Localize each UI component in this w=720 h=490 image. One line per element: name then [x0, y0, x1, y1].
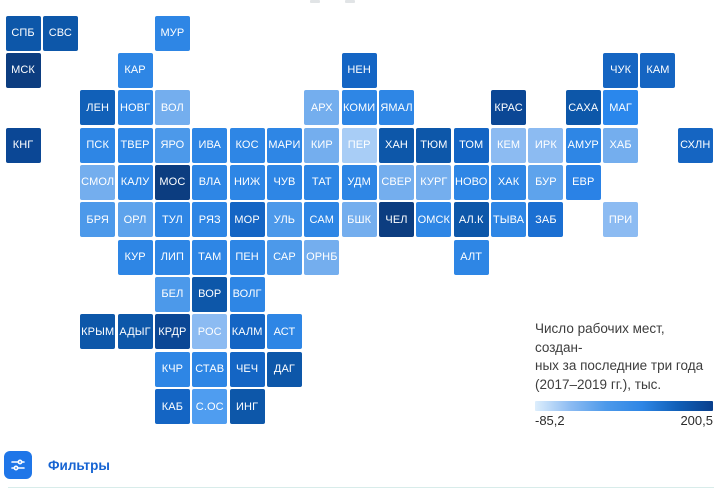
map-tile-label: ПСК	[86, 139, 109, 152]
map-tile-label: ИВА	[198, 139, 221, 152]
map-tile-РЯЗ[interactable]	[192, 202, 227, 237]
map-tile-label: ХАН	[385, 139, 408, 152]
map-tile-МСК[interactable]	[6, 53, 41, 88]
map-tile-КРАС[interactable]	[491, 90, 526, 125]
map-tile-label: КРЫМ	[81, 325, 115, 338]
map-tile-label: ВЛА	[198, 176, 221, 189]
map-tile-КАБ[interactable]	[155, 389, 190, 424]
map-tile-label: ЗАБ	[535, 213, 557, 226]
map-tile-ВОЛ[interactable]	[155, 90, 190, 125]
map-tile-ЗАБ[interactable]	[528, 202, 563, 237]
map-tile-УЛЬ[interactable]	[267, 202, 302, 237]
map-tile-label: КИР	[310, 139, 333, 152]
map-tile-БРЯ[interactable]	[80, 202, 115, 237]
map-tile-label: НОВО	[454, 176, 488, 189]
map-tile-label: ТЮМ	[420, 139, 448, 152]
map-tile-ЧУВ[interactable]	[267, 165, 302, 200]
map-tile-label: ЕВР	[572, 176, 595, 189]
map-tile-label: САМ	[309, 213, 335, 226]
map-tile-label: МАГ	[609, 101, 632, 114]
map-tile-КУРГ[interactable]	[416, 165, 451, 200]
map-tile-С.ОС[interactable]	[192, 389, 227, 424]
map-tile-label: ПРИ	[608, 213, 633, 226]
map-tile-label: РОС	[197, 325, 222, 338]
filters-control[interactable]	[4, 451, 110, 479]
map-tile-label: ЯМАЛ	[380, 101, 413, 114]
map-tile-ОРНБ[interactable]	[304, 240, 339, 275]
map-tile-ЛЕН[interactable]	[80, 90, 115, 125]
sliders-icon	[10, 457, 26, 473]
map-tile-ВОР[interactable]	[192, 277, 227, 312]
legend-title	[535, 320, 713, 394]
map-tile-КИР[interactable]	[304, 128, 339, 163]
map-tile-СХЛН[interactable]	[678, 128, 713, 163]
map-tile-label: СВЕР	[381, 176, 412, 189]
map-legend	[535, 320, 713, 428]
map-tile-label: КНГ	[12, 139, 34, 152]
map-tile-НОВО[interactable]	[454, 165, 489, 200]
map-tile-label: КАМ	[646, 64, 670, 77]
map-tile-АЛТ[interactable]	[454, 240, 489, 275]
map-tile-КНГ[interactable]	[6, 128, 41, 163]
map-tile-КАМ[interactable]	[640, 53, 675, 88]
legend-title-line: (2017–2019 гг.), тыс.	[535, 376, 662, 392]
map-tile-label: НОВГ	[119, 101, 151, 114]
map-tile-label: СХЛН	[680, 139, 711, 152]
legend-max-label: 200,5	[680, 413, 713, 428]
map-tile-label: СВС	[48, 27, 72, 39]
map-tile-ТВЕР[interactable]	[118, 128, 153, 163]
map-tile-КЧР[interactable]	[155, 352, 190, 387]
map-tile-КРЫМ[interactable]	[80, 314, 115, 349]
map-tile-КУР[interactable]	[118, 240, 153, 275]
map-tile-ПЕН[interactable]	[230, 240, 265, 275]
map-tile-АМУР[interactable]	[566, 128, 601, 163]
map-tile-label: ИРК	[534, 139, 557, 152]
map-tile-label: ЧУВ	[273, 176, 296, 189]
map-tile-label: КАЛМ	[231, 325, 263, 338]
map-tile-label: КЕМ	[496, 139, 521, 152]
map-tile-ЧУК[interactable]	[603, 53, 638, 88]
map-tile-label: КАЛУ	[120, 176, 150, 189]
map-tile-РОС[interactable]	[192, 314, 227, 349]
map-tile-САМ[interactable]	[304, 202, 339, 237]
map-tile-label: РЯЗ	[198, 213, 221, 226]
map-tile-ДАГ[interactable]	[267, 352, 302, 387]
map-tile-КРДР[interactable]	[155, 314, 190, 349]
map-tile-label: САР	[273, 251, 296, 264]
map-tile-label: ЛЕН	[86, 101, 110, 114]
map-tile-ТУЛ[interactable]	[155, 202, 190, 237]
map-tile-label: БЕЛ	[161, 288, 184, 301]
map-tile-label: СПБ	[11, 27, 35, 39]
map-tile-label: МАРИ	[268, 139, 301, 152]
map-tile-ТАТ[interactable]	[304, 165, 339, 200]
map-tile-ТОМ[interactable]	[454, 128, 489, 163]
map-tile-ХАН[interactable]	[379, 128, 414, 163]
map-tile-label: ХАБ	[609, 139, 632, 152]
map-tile-КОС[interactable]	[230, 128, 265, 163]
map-tile-КЕМ[interactable]	[491, 128, 526, 163]
map-tile-label: ЧЕЧ	[235, 363, 259, 376]
map-tile-КАР[interactable]	[118, 53, 153, 88]
map-tile-НОВГ[interactable]	[118, 90, 153, 125]
map-tile-ЯРО[interactable]	[155, 128, 190, 163]
map-tile-label: КАР	[124, 64, 146, 77]
map-tile-ВОЛГ[interactable]	[230, 277, 265, 312]
map-tile-label: ТАТ	[311, 176, 332, 189]
map-tile-КАЛМ[interactable]	[230, 314, 265, 349]
map-tile-label: ПЕР	[347, 139, 371, 152]
map-tile-ТЮМ[interactable]	[416, 128, 451, 163]
map-tile-label: ПЕН	[235, 251, 259, 264]
map-tile-label: БШК	[347, 213, 372, 226]
map-tile-label: УДМ	[347, 176, 371, 189]
map-tile-label: ЯРО	[160, 139, 185, 152]
map-tile-label: С.ОС	[195, 400, 224, 413]
map-tile-label: АМУР	[567, 139, 599, 152]
map-tile-УДМ[interactable]	[342, 165, 377, 200]
map-tile-ИРК[interactable]	[528, 128, 563, 163]
map-tile-label: АСТ	[273, 325, 296, 338]
map-tile-label: КРАС	[494, 101, 523, 114]
map-tile-label: ТВЕР	[120, 139, 150, 152]
map-tile-СВЕР[interactable]	[379, 165, 414, 200]
map-tile-НЕН[interactable]	[342, 53, 377, 88]
legend-labels	[535, 413, 713, 428]
map-tile-label: СТАВ	[195, 363, 225, 376]
map-tile-label: БРЯ	[86, 213, 109, 226]
map-tile-ВЛА[interactable]	[192, 165, 227, 200]
map-tile-АСТ[interactable]	[267, 314, 302, 349]
map-tile-label: ЛИП	[160, 251, 185, 264]
filters-button[interactable]	[4, 451, 32, 479]
map-tile-label: МУР	[160, 27, 185, 39]
map-tile-label: НЕН	[347, 64, 371, 77]
map-tile-label: КАБ	[161, 400, 184, 413]
map-tile-label: ВОЛГ	[232, 288, 262, 301]
map-tile-АЛ.К[interactable]	[454, 202, 489, 237]
map-tile-label: КОС	[235, 139, 259, 152]
legend-min-label: -85,2	[535, 413, 565, 428]
map-tile-ЧЕЛ[interactable]	[379, 202, 414, 237]
map-tile-label: КОМИ	[342, 101, 376, 114]
map-tile-КОМИ[interactable]	[342, 90, 377, 125]
map-tile-МОС[interactable]	[155, 165, 190, 200]
map-tile-label: МСК	[11, 64, 35, 77]
map-tile-КАЛУ[interactable]	[118, 165, 153, 200]
map-tile-label: ОРНБ	[306, 251, 338, 264]
map-tile-БУР[interactable]	[528, 165, 563, 200]
map-tile-ПСК[interactable]	[80, 128, 115, 163]
legend-title-line: ных за последние три года	[535, 358, 704, 373]
map-tile-label: ТЫВА	[492, 213, 525, 226]
map-tile-САР[interactable]	[267, 240, 302, 275]
map-tile-label: АЛ.К	[458, 213, 484, 226]
map-tile-ТАМ[interactable]	[192, 240, 227, 275]
map-tile-label: ЧУК	[610, 64, 632, 77]
map-tile-label: ТАМ	[198, 251, 222, 264]
map-tile-ПЕР[interactable]	[342, 128, 377, 163]
map-tile-label: ОРЛ	[123, 213, 147, 226]
map-tile-ЧЕЧ[interactable]	[230, 352, 265, 387]
map-tile-СТАВ[interactable]	[192, 352, 227, 387]
map-tile-label: БУР	[535, 176, 557, 189]
map-tile-label: ТУЛ	[161, 213, 183, 226]
map-tile-ИНГ[interactable]	[230, 389, 265, 424]
map-tile-label: ВОЛ	[160, 101, 184, 114]
map-tile-label: АРХ	[310, 101, 333, 114]
map-tile-БЕЛ[interactable]	[155, 277, 190, 312]
map-tile-СМОЛ[interactable]	[80, 165, 115, 200]
map-tile-label: САХА	[568, 101, 599, 114]
map-tile-label: ХАК	[497, 176, 520, 189]
bottom-divider	[8, 487, 714, 488]
map-tile-label: ВОР	[198, 288, 222, 301]
map-tile-ТЫВА[interactable]	[491, 202, 526, 237]
map-tile-ОМСК[interactable]	[416, 202, 451, 237]
map-tile-ЯМАЛ[interactable]	[379, 90, 414, 125]
map-tile-label: УЛЬ	[273, 213, 296, 226]
map-tile-label: КУРГ	[420, 176, 448, 189]
map-tile-label: ТОМ	[459, 139, 484, 152]
map-tile-ХАБ[interactable]	[603, 128, 638, 163]
map-tile-label: МОР	[234, 213, 260, 226]
map-tile-МАРИ[interactable]	[267, 128, 302, 163]
map-tile-ПРИ[interactable]	[603, 202, 638, 237]
map-tile-label: ДАГ	[273, 363, 295, 376]
map-tile-ЛИП[interactable]	[155, 240, 190, 275]
map-tile-label: КРДР	[158, 325, 187, 338]
map-tile-НИЖ[interactable]	[230, 165, 265, 200]
legend-title-line: Число рабочих мест, создан-	[535, 321, 665, 355]
map-tile-label: ЧЕЛ	[385, 213, 408, 226]
map-tile-label: КУР	[124, 251, 146, 264]
map-tile-СВС[interactable]	[43, 16, 78, 51]
legend-gradient-bar	[535, 401, 713, 411]
map-tile-ХАК[interactable]	[491, 165, 526, 200]
map-tile-label: ИНГ	[236, 400, 259, 413]
map-tile-label: НИЖ	[233, 176, 261, 189]
map-tile-БШК[interactable]	[342, 202, 377, 237]
map-tile-СПБ[interactable]	[6, 16, 41, 51]
map-tile-label: МОС	[159, 176, 186, 189]
map-tile-САХА[interactable]	[566, 90, 601, 125]
map-tile-ЕВР[interactable]	[566, 165, 601, 200]
map-tile-ИВА[interactable]	[192, 128, 227, 163]
map-tile-МУР[interactable]	[155, 16, 190, 51]
map-tile-МАГ[interactable]	[603, 90, 638, 125]
map-tile-label: СМОЛ	[81, 176, 115, 189]
filters-label[interactable]: Фильтры	[48, 457, 110, 473]
map-tile-АРХ[interactable]	[304, 90, 339, 125]
map-tile-label: КЧР	[161, 363, 184, 376]
map-tile-label: ОМСК	[417, 213, 451, 226]
map-tile-МОР[interactable]	[230, 202, 265, 237]
map-tile-label: АДЫГ	[119, 325, 151, 338]
map-tile-label: АЛТ	[460, 251, 483, 264]
map-tile-ОРЛ[interactable]	[118, 202, 153, 237]
map-tile-АДЫГ[interactable]	[118, 314, 153, 349]
